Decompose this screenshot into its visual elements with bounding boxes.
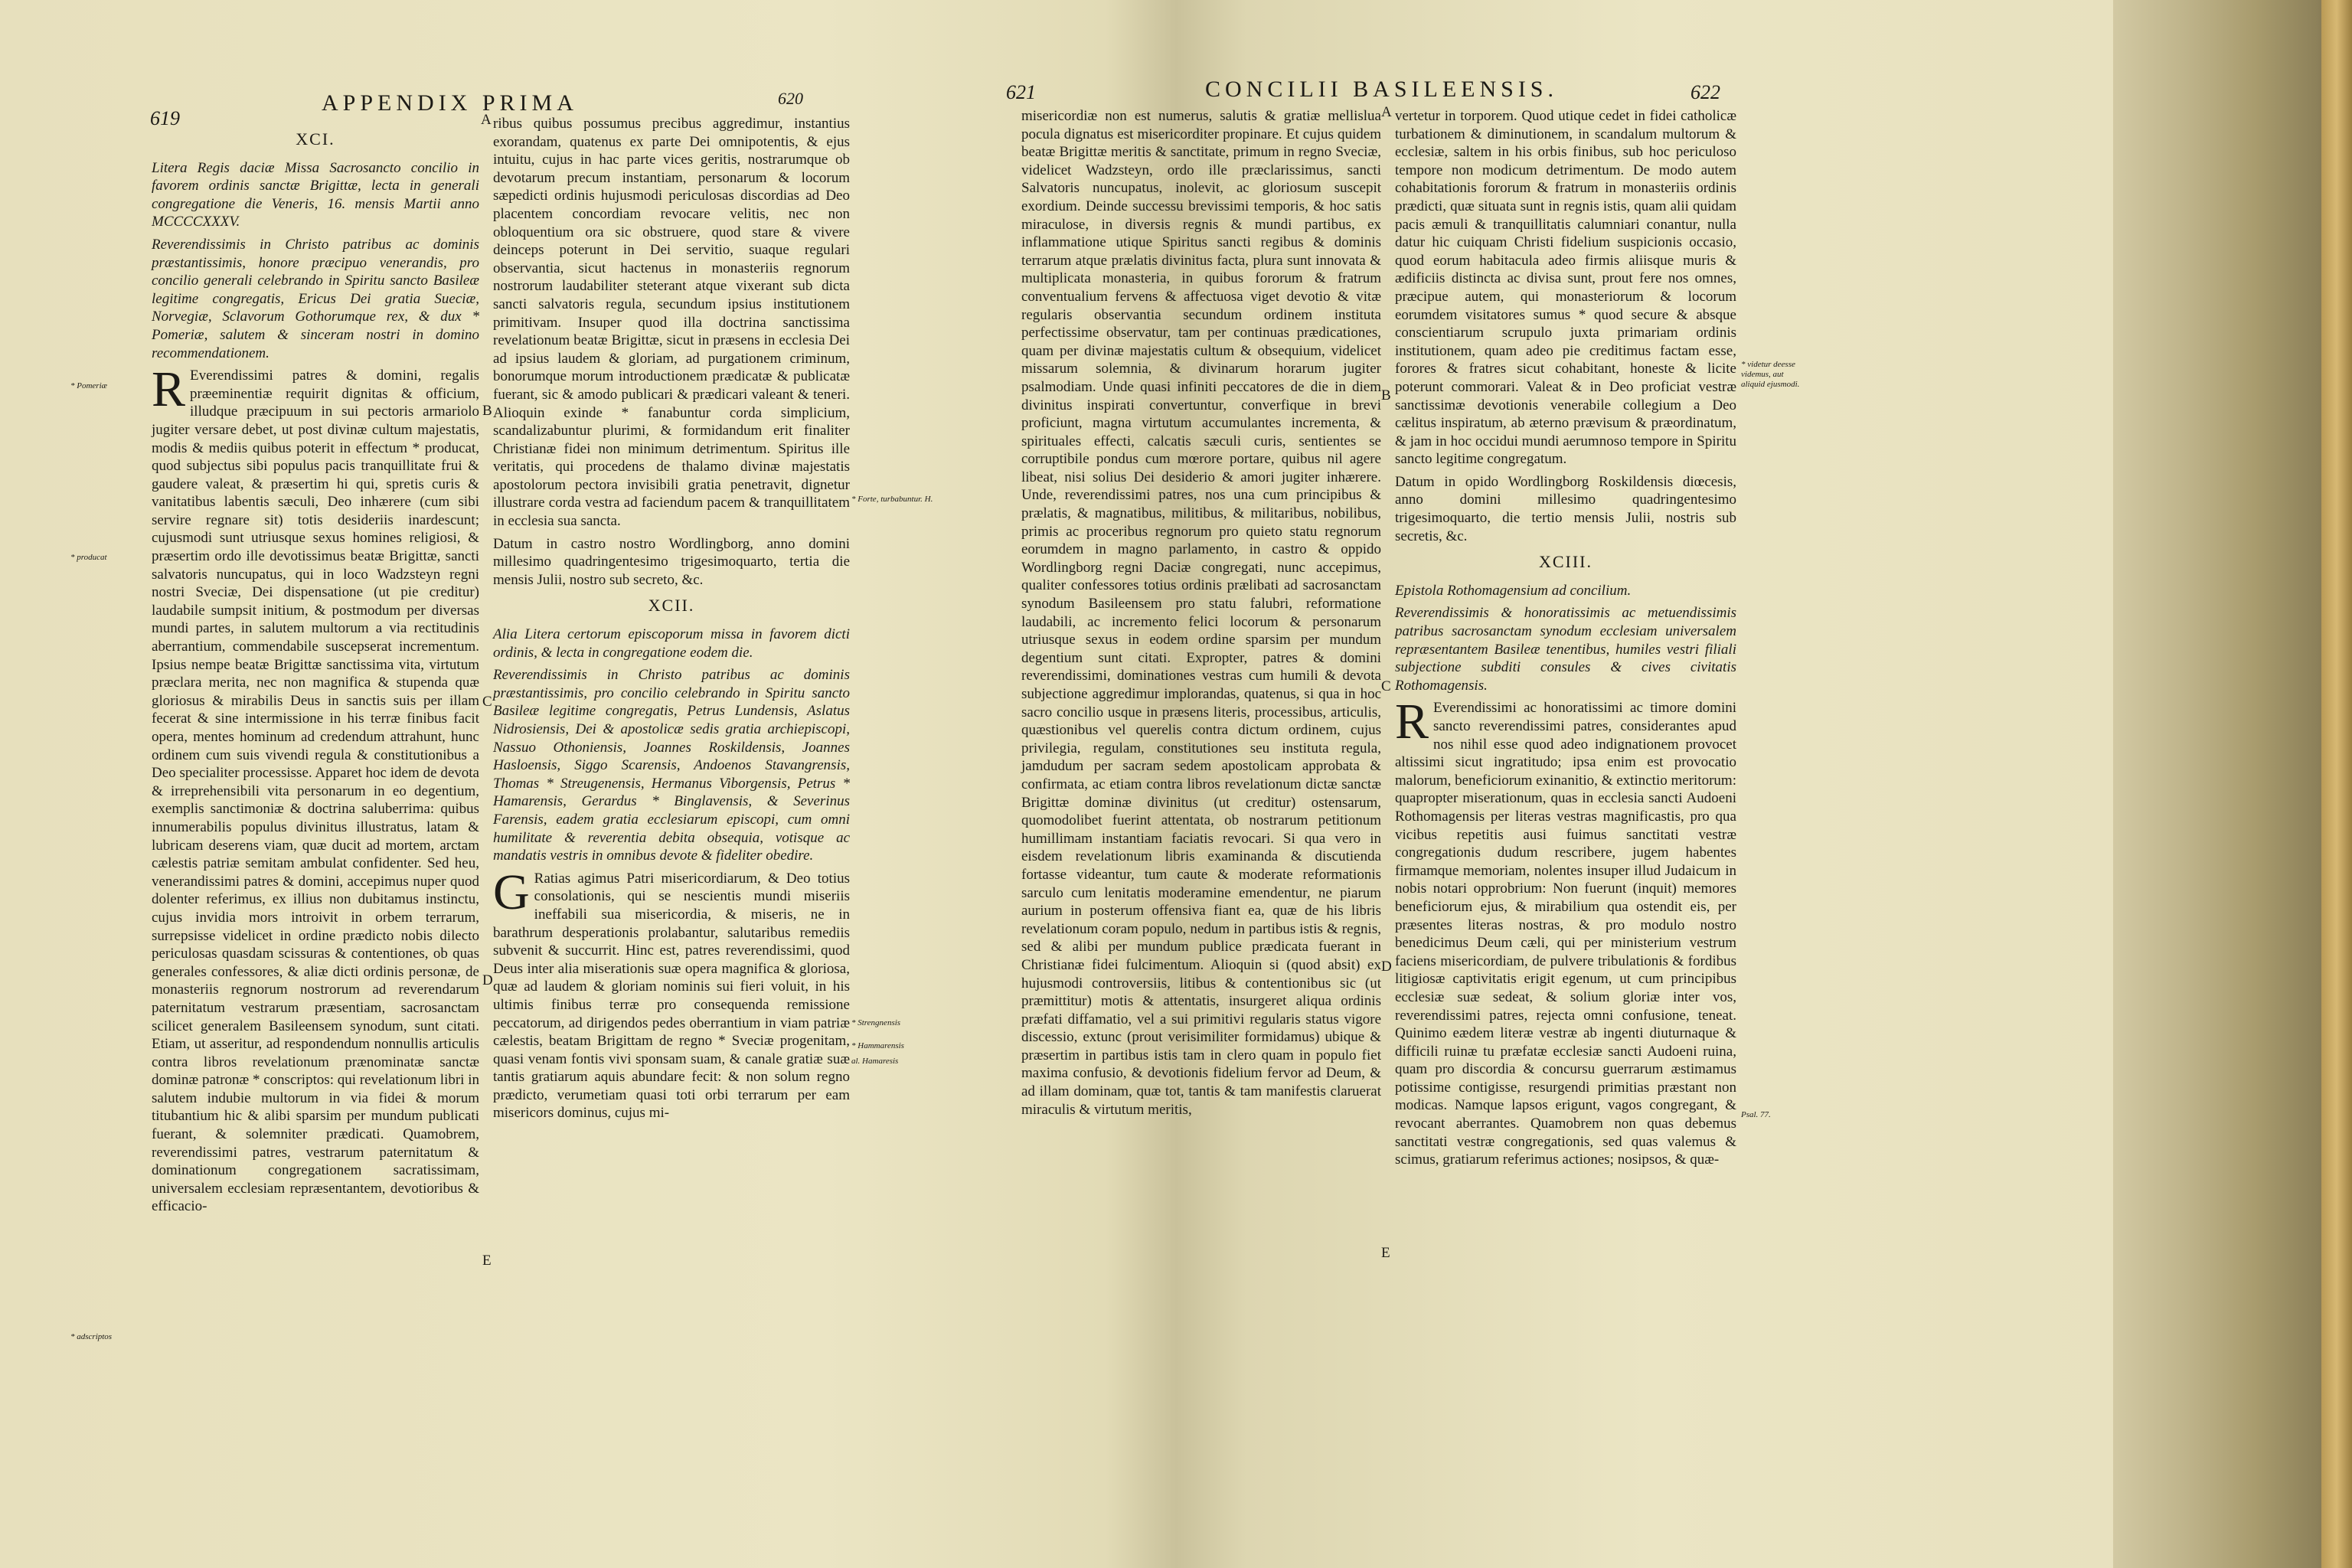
salutation: Reverendissimis in Christo patribus ac dominis præstantissimis, pro concilio celebrando in Spiritu sancto Basileæ legitime congregatis, Petrus Lundensis, Aslatus Nidrosiensis, Dei & apostolicæ sedis gratia archiepiscopi, Nassuo Othoniensis, Joannes Roskildensis, Joannes Hasloensis, Siggo Scarensis, Andoenos Stavangrensis, Thomas * Streugenensis, Hermanus Viborgensis, Petrus * Hamarensis, Gerardus * Binglavensis, & Severinus Farensis, eadem gratia ecclesiarum episcopi, cum omni humilitate & reverentia debita obsequia, votisque ac mandatis vestris in omnibus devote & fideliter obedire. bbox=[493, 667, 850, 864]
section-letter: A bbox=[1381, 104, 1392, 120]
margin-note: al. Hamaresis bbox=[851, 1057, 899, 1066]
body-text: ribus quibus possumus precibus aggredimur, instantius exorandam, quatenus ex parte Dei omnipotentis, & ejus intuitu, cujus in hac parte vices geritis, nostrarumque ob devotarum precum instantiam, personarum & locorum sæpedicti ordinis hujusmodi periculosas discordias ad Deo placentem concordiam revocare velitis, nec non obloquentium ora sic obstruere, quod stare & vivere deinceps poterunt in Dei servitio, suaque regulari observantia, sicut hactenus in monasteriis regnorum nostrorum laudabiliter steterant atque vixerant sub dicta sancti salvatoris regula, secundum ipsius institutionem primitivam. Insuper quod illa doctrina sanctissima revelationum beatæ Brigittæ, sicut in præsens in ecclesia Dei ad ipsius laudem & gloriam, ad purgationem criminum, bonorumque morum introductionem prædicatæ & publicatæ fuerant, sic & amodo publicari & prædicari valeant & teneri. Alioquin exinde * fanabuntur corda simplicium, scandalizabuntur plurimi, & formidandum erit finaliter Christianæ fidei non minimum detrimentum. Spiritus ille veritatis, qui procedens de thalamo divinæ majestatis apostolorum pectora invisibili gratia penetravit, dignetur illustrare corda vestra ad faciendum pacem & tranquillitatem in ecclesia sua sancta. bbox=[493, 116, 850, 530]
chapter-summary: Litera Regis daciæ Missa Sacrosancto concilio in favorem ordinis sanctæ Brigittæ, lecta in generali congregatione die Veneris, 16. mensis Martii anno MCCCCXXXV. bbox=[152, 159, 479, 230]
section-letter: D bbox=[482, 972, 493, 988]
margin-note: * producat bbox=[70, 553, 107, 562]
running-header: APPENDIX PRIMA bbox=[322, 90, 578, 116]
margin-note: * videtur deesse videmus, aut aliquid ejusmodi. bbox=[1741, 360, 1800, 389]
drop-initial: R bbox=[152, 361, 186, 418]
body-paragraph bbox=[493, 864, 850, 1122]
section-letter: A bbox=[481, 112, 492, 128]
body-text: Everendissimi ac honoratissimi ac timore domini sancto reverendissimi patres, considerantes apud nos nihil esse quod adeo indignationem provocet altissimi sicut ingratitudo; ipsa enim est provocatio malorum, beneficiorum exinanitio, & extinctio meritorum: quapropter miserationum, quas in ecclesia sancti Audoeni Rothomagensis per literas vestras magnificastis, pro qua vicibus repetitis ausi fuimus sanctitati vestræ congregationis dudum rescribere, jugem habentes firmamque memoriam, nolentes insuper illud Judaicum in nobis notari opprobrium: Non fuerunt (inquit) memores beneficiorum ejus, & mirabilium qua ostendit eis, per præsentes literas nostras, & pro modulo nostro benedicimus Deum cæli, qui per ministerium vestrum faciens misericordiam, de pulvere tribulationis & fordibus litigiosæ captivitatis erigit egenum, ut cum principibus ecclesiæ suæ sedeat, & solium gloriæ inter vos, reverendissimi patres, rejecta omni confusione, teneat. Quinimo eædem literæ vestræ ab ingenti diuturnaque & difficili ruinæ tu præfatæ ecclesiæ sancti Audoeni ruina, quam pro discordia & concursu guerrarum æstimamus potissime contigisse, resurgendi primitias præstant non modicas. Namque lapsos erigunt, vagos congregant, & revocant aberrantes. Quamobrem non quas debemus sanctitati vestræ congregationis, sed quas valemus & scimus, gratiarum referimus actiones; nosipsos, & quæ- bbox=[1395, 700, 1736, 1168]
section-letter: D bbox=[1381, 959, 1392, 975]
section-letter: C bbox=[482, 694, 492, 710]
chapter-summary: Epistola Rothomagensium ad concilium. bbox=[1395, 582, 1632, 599]
running-header: CONCILII BASILEENSIS. bbox=[1205, 77, 1558, 102]
body-paragraph bbox=[152, 361, 479, 1216]
section-letter: E bbox=[1381, 1245, 1390, 1261]
margin-note: Psal. 77. bbox=[1741, 1110, 1771, 1119]
body-paragraph bbox=[1395, 694, 1736, 1168]
section-letter: E bbox=[482, 1253, 492, 1269]
margin-note: * Hammarensis bbox=[851, 1041, 904, 1050]
page-edges bbox=[2113, 0, 2352, 1568]
chapter-heading: XCIII. bbox=[1538, 552, 1593, 572]
chapter-summary: Alia Litera certorum episcoporum missa in favorem dicti ordinis, & lecta in congregatione eodem die. bbox=[493, 626, 850, 661]
right-column-2 bbox=[1395, 107, 1736, 1174]
body-text: Ratias agimus Patri misericordiarum, & Deo totius consolationis, qui se nescientis mundi miseriis ineffabili sua misericordia, & miseris, ne in barathrum desperationis prolabantur, salutaribus remediis subvenit & succurrit. Hinc est, patres reverendissimi, quod Deus inter alia miserationis suæ opera magnifica & gloriosa, quæ ad laudem & gloriam nominis sui fieri voluit, in his ultimis finibus terræ pro consequenda remissione peccatorum, ad dirigendos pedes oberrantium in viam patriæ cælestis, beatam Brigittam de regno * Sveciæ progenitam, quasi venam fontis vivi sponsam suam, & canale gratiæ suæ tantis gratiarum aquis abundare fecit: & non solum regno prædicto, verumetiam quasi toti orbi terrarum per eam misericors dominus, cujus mi- bbox=[493, 870, 850, 1122]
section-letter: B bbox=[1381, 387, 1391, 403]
page-number: 621 bbox=[1006, 81, 1036, 103]
dating-line: Datum in opido Wordlingborg Roskildensis diœcesis, anno domini millesimo quadringentesimo trigesimoquarto, die tertio mensis Julii, nostris sub secretis, &c. bbox=[1395, 473, 1736, 544]
body-text: vertetur in torporem. Quod utique cedet in fidei catholicæ turbationem & diminutionem, in scandalum multorum & ecclesiæ, saltem in his orbis finibus, sub hoc periculoso tempore non modicum detrimentum. De modo autem cohabitationis fororum & fratrum in monasteriis ordinis prædicti, quæ situata sunt in regnis istis, quam alii quidam pacis æmuli & tranquillitatis calumniari conantur, nulla datur hic cuiquam Christi fidelium suspicionis occasio, quod eorum habitacula adeo firmis aliisque muris & ædificiis distincta ac divisa sunt, prout fere nos omnes, præcipue autem, qui monasteriorum & locorum eorumdem visitatores sumus * quod secure & absque conscientiarum scrupulo juxta primariam ordinis institutionem, quam adeo pie creditimus factam esse, forores & fratres sicut cohabitant, honeste & licite poterunt commorari. Valeat & in Deo proficiat vestræ sanctissimæ devotionis venerabile collegium a Deo cælitus inspiratum, ab æterno prævisum & præordinatum, & jam in hoc occidui mundi aerumnoso tempore in Spiritu sancto legitime congregatum. bbox=[1395, 108, 1736, 468]
page-number-right: 620 bbox=[778, 89, 803, 108]
margin-note: * Forte, turbabuntur. H. bbox=[851, 495, 933, 504]
salutation: Reverendissimis & honoratissimis ac metuendissimis patribus sacrosanctam synodum ecclesiam universalem repræsentantem Basileæ tenentibus, humiles vestri filiali subjectione subditi consules & cives civitatis Rothomagensis. bbox=[1395, 605, 1736, 694]
section-letter: C bbox=[1381, 678, 1391, 694]
right-column-1 bbox=[1021, 107, 1381, 1123]
right-page bbox=[949, 0, 2113, 1568]
left-page bbox=[0, 0, 949, 1568]
left-column-1 bbox=[152, 122, 479, 1220]
drop-initial: R bbox=[1395, 694, 1429, 750]
margin-note: * Strengnensis bbox=[851, 1018, 901, 1027]
chapter-heading: XCII. bbox=[648, 596, 695, 616]
page-number: 619 bbox=[150, 107, 180, 129]
margin-note: * Pomeriæ bbox=[70, 381, 107, 390]
drop-initial: G bbox=[493, 864, 530, 920]
body-text: Everendissimi patres & domini, regalis præeminentiæ requirit dignitas & officium, illudque præcipuum in sui pectoris armariolo jugiter versare debet, ut post divinæ cultum majestatis, modis & mediis quibus poterit in effectum * producat, quod subjectus sibi populus pacis tranquillitate frui & gaudere valeat, & præsertim hi qui, spretis curis & vanitatibus labentis sæculi, Deo inhærere (cum sibi servire regnare sit) totis desideriis inardescunt; cujusmodi sunt utriusque sexus homines religiosi, & præsertim ordo ille devotissimus beatæ Brigittæ, sancti salvatoris nuncupatus, qui in loco Wadzsteyn regni nostri Sveciæ, Dei dispensatione (ut pie creditur) laudabile sumpsit initium, & postmodum per diversas mundi partes, in salutem multorum a via rectitudinis aberrantium, commendabile suscepserat incrementum. Ipsius nempe beatæ Brigittæ sanctissima vita, virtutum præclara merita, nec non magnifica & stupenda quæ gloriosus & mirabilis Deus in sanctis suis per illam fecerat & sine intermissione in his terræ finibus facit opera, mentes hominum ad credendum attrahunt, hunc ordinem cum suis vivendi regula & constitutionibus a Deo specialiter processisse. Apparet hoc idem de devota & irreprehensibili vita personarum in eo degentium, exemplis sanctimoniæ & doctrina saluberrima: quibus innumerabilis populus divinitus illustratus, latam & lubricam deserens viam, quæ ducit ad mortem, arctam cælestis patriæ semitam ambulat confidenter. Sed heu, venerandissimi patres & domini, accepimus nuper quod dolenter referimus, ex illius non dubitamus instinctu, cujus invidia mors introivit in orbem terrarum, surrepsisse videlicet in ordine prædicto nobis dilecto periculosas quasdam scissuras & contentiones, ob quas generales confessores, & aliæ dicti ordinis personæ, de monasteriis regnorum nostrorum ad reverendarum paternitatum vestrarum præsentiam, sacrosanctam scilicet generalem Basileensem synodum, sunt citati. Etiam, ut asseritur, ad respondendum nonnullis articulis contra libros revelationum prænominatæ sanctæ dominæ patronæ * conscriptos: qui revelationum libri in salutem indubie multorum in via fidei & morum titubantium hic & alibi sparsim per mundum publicati fuerant, & solemniter prædicati. Quamobrem, reverendissimi patres, vestrarum paternitatum & dominationum congregationem sacratissimam, universalem ecclesiam repræsentantem, devotioribus & efficacio- bbox=[152, 368, 479, 1215]
book-cover-edge bbox=[2321, 0, 2352, 1568]
left-column-2 bbox=[493, 115, 850, 1127]
salutation: Reverendissimis in Christo patribus ac dominis præstantissimis, honore præcipuo venerandis, pro concilio generali celebrando in Spiritu sancto Basileæ legitime congregatis, Ericus Dei gratia Sueciæ, Norvegiæ, Sclavorum Gothorumque rex, & dux * Pomeriæ, salutem & sinceram nostri in domino recommendationem. bbox=[152, 236, 479, 361]
chapter-heading: XCI. bbox=[296, 129, 335, 149]
dating-line: Datum in castro nostro Wordlingborg, anno domini millesimo quadringentesimo trigesimoquarto, tertia die mensis Julii, nostro sub secreto, &c. bbox=[493, 535, 850, 588]
body-text: misericordiæ non est numerus, salutis & gratiæ mellislua pocula dignatus est misericorditer propinare. Et cujus quidem beatæ Brigittæ meritis & sanctitate, primum in regno Sveciæ, videlicet Wadzsteyn, ordo ille præclarissimus, sancti Salvatoris nuncupatus, inolevit, ac gloriosum suscepit exordium. Deinde successu brevissimi temporis, & hoc satis miraculose, in diversis regnis & mundi partibus, ex inflammatione utique Spiritus sancti regibus & dominis terrarum atque prælatis divinitus facta, plura sunt innovata & multiplicata monasteria, in quibus fororum & fratrum conventualium fervens & affectuosa viget devotio & vitæ regularis observantia secundum ordinem instituta perfectissime observatur, tam per continuas prædicationes, quam per divinæ majestatis cultum & obsequium, videlicet missarum solemnia, & divinarum horarum jugiter psalmodiam. Unde quasi infiniti peccatores de die in diem divinitus inspirati convertuntur, converfique in brevi proficiunt, magna virtutum accumulantes incrementa, & spirituales effecti, calcatis sæculi curis, sentientes se corruptibile pondus cum mœrore portare, quibus nil agere libeat, nisi solius Dei desiderio & amori jugiter inhærere. Unde, reverendissimi patres, nos una cum principibus & prælatis, & magnatibus, militibus, & militaribus, nobilibus, primis ac proceribus regnorum pro quieto statu regnorum eorumdem in magno parlamento, in castro & oppido Wordlingborg regni Daciæ congregati, nunc accepimus, qualiter confessores totius ordinis prælibati ad sacrosanctam synodum Basileensem pro statu falubri, reformatione laudabili, ac incremento felici locorum & personarum utriusque sexus in eodem ordine sparsim per mundum degentium sunt citati. Expropter, patres & domini reverendissimi, dominationes vestras cum humili & devota subjectione aggredimur implorandas, quatenus, si qua in hoc sacro concilio usque in præsens literis, processibus, articulis, quæstionibus vel querelis contra dictum ordinem, cujus privilegia, regulam, constitutiones seu instituta regula, jamdudum per sacram sedem apostolicam approbata & confirmata, ac etiam contra libros revelationum dictæ sanctæ Brigittæ dominæ divinitus (ut creditur) ostensarum, quomodolibet fuerint attentata, ob nostrarum petitionum humillimam instantiam faciatis revocari. Si qua vero in eisdem revelationum libris examinanda & discutienda fortasse videantur, tum caute & moderate reformationis sarculo cum lenitatis moderamine emendentur, ne piarum aurium in posterum offensiva fiant ea, quæ de his libris revelationum coram populo, nedum in partibus istis & regnis, sed & alibi per mundum publice prædicata fuerant in Christianæ fidei fulcimentum. Alioquin si (quod absit) ex hujusmodi controversiis, litibus & contentionibus sic (ut præmittitur) motis & attentatis, insurgeret aliqua ordinis præfati diffamatio, vel a sui primitivi regularis status vigore discessio, extunc (prout verisimiliter formidamus) ubique & præsertim in partibus istis tam in clero quam in populo fiet maxima confusio, & devotionis fidelium fervor ad Deum, & ad illam dominam, quæ tot, tantis & tam manifestis claruerat miraculis & virtutum meritis, bbox=[1021, 108, 1381, 1118]
margin-note: * adscriptos bbox=[70, 1332, 113, 1341]
section-letter: B bbox=[482, 403, 492, 419]
page-number-right: 622 bbox=[1690, 81, 1720, 103]
